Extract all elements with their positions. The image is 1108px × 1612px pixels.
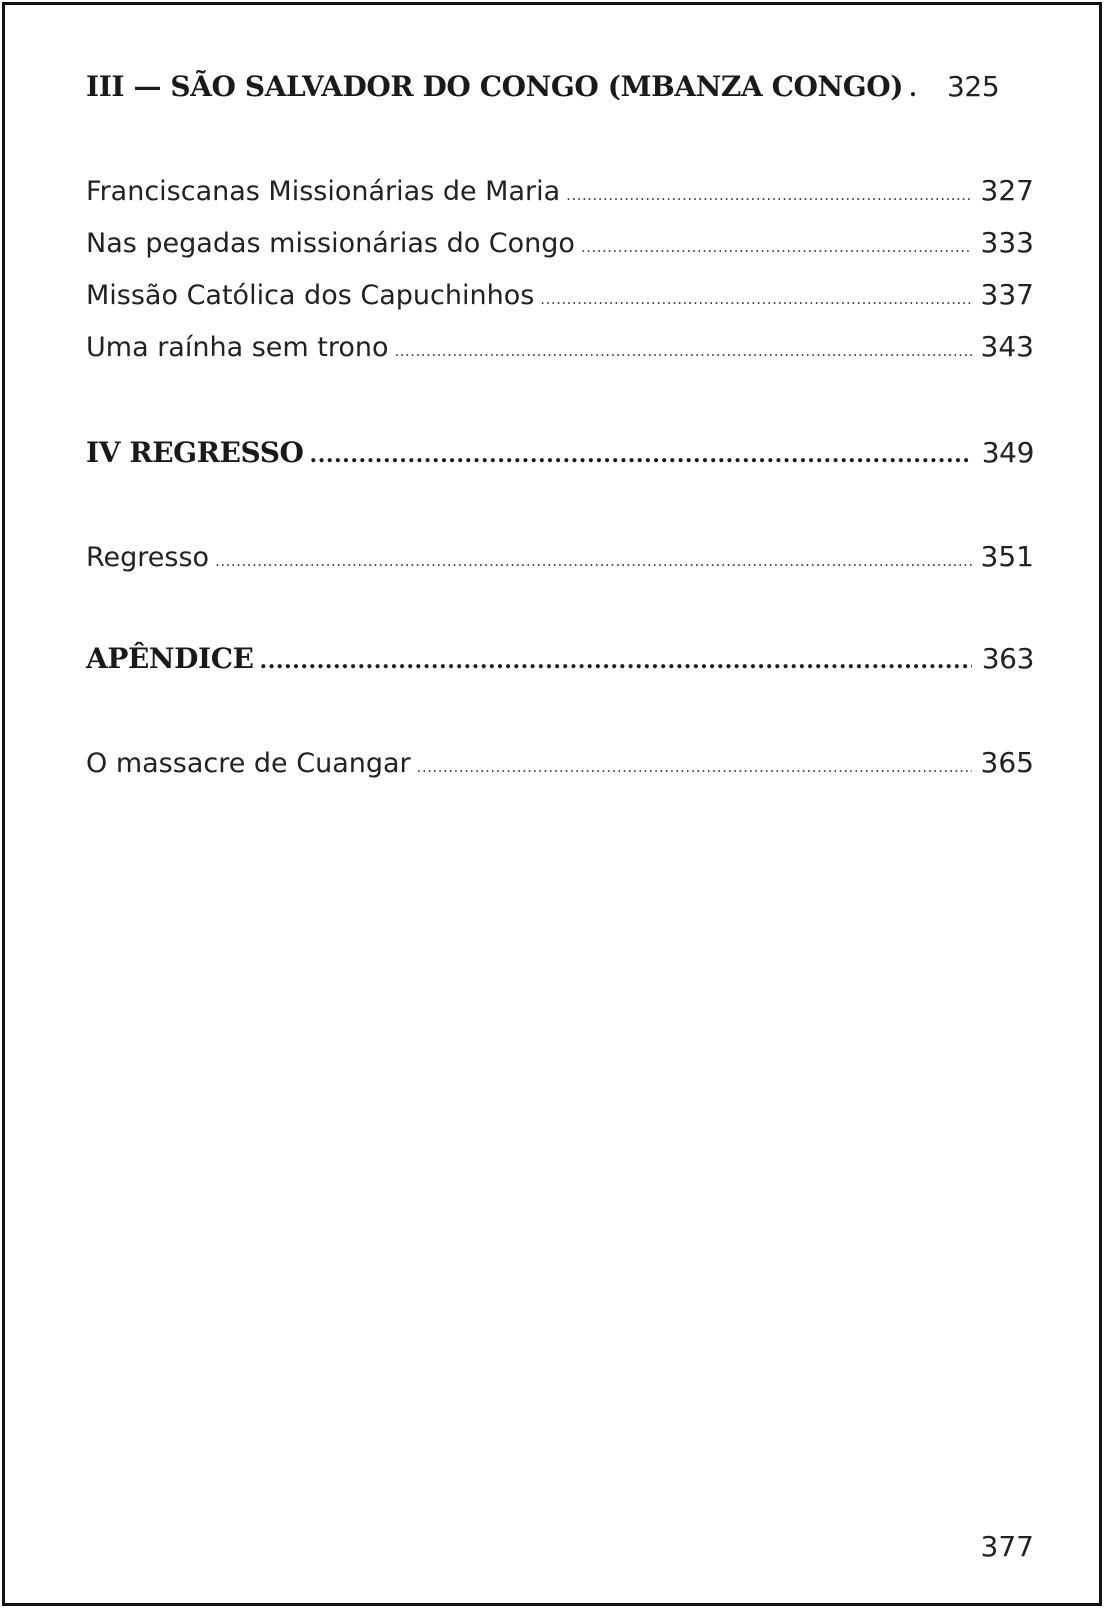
toc-leader <box>215 552 972 570</box>
toc-leader <box>909 76 917 102</box>
toc-page-number: 349 <box>981 436 1034 469</box>
toc-leader <box>310 442 972 468</box>
toc-section-title: APÊNDICE <box>86 642 254 675</box>
toc-leader <box>395 342 973 360</box>
toc-entry <box>86 746 1034 790</box>
toc-page-number: 343 <box>980 330 1034 363</box>
toc-entry <box>86 540 1034 584</box>
toc-page-number: 337 <box>980 278 1034 311</box>
toc-page-number: 363 <box>981 642 1034 675</box>
toc-leader <box>566 186 972 204</box>
toc-entry <box>86 226 1034 270</box>
toc-entry-title: Franciscanas Missionárias de Maria <box>86 176 561 207</box>
toc-entry-title: Nas pegadas missionárias do Congo <box>86 228 575 259</box>
toc-section-title: IV REGRESSO <box>86 436 304 469</box>
toc-entry <box>86 330 1034 374</box>
toc-appendix <box>86 642 1034 686</box>
toc-leader <box>540 290 972 308</box>
toc-entry-title: O massacre de Cuangar <box>86 748 411 779</box>
toc-entry <box>86 278 1034 322</box>
toc-page-number: 325 <box>946 70 1000 103</box>
toc-entry-title: Uma raínha sem trono <box>86 332 389 363</box>
toc-page-number: 333 <box>980 226 1034 259</box>
toc-entry-title: Missão Católica dos Capuchinhos <box>86 280 535 311</box>
toc-leader <box>260 648 972 674</box>
toc-entry <box>86 174 1034 218</box>
toc-page-number: 351 <box>980 540 1034 573</box>
toc-section-4 <box>86 436 1034 480</box>
toc-page-number: 365 <box>980 746 1034 779</box>
toc-section-3 <box>86 70 1034 114</box>
toc-section-title: III — SÃO SALVADOR DO CONGO (MBANZA CONGO) <box>86 70 904 103</box>
page-folio-number: 377 <box>980 1530 1034 1563</box>
toc-page-number: 327 <box>980 174 1034 207</box>
toc-leader <box>417 758 972 776</box>
toc-entry-title: Regresso <box>86 542 210 573</box>
toc-leader <box>581 238 972 256</box>
